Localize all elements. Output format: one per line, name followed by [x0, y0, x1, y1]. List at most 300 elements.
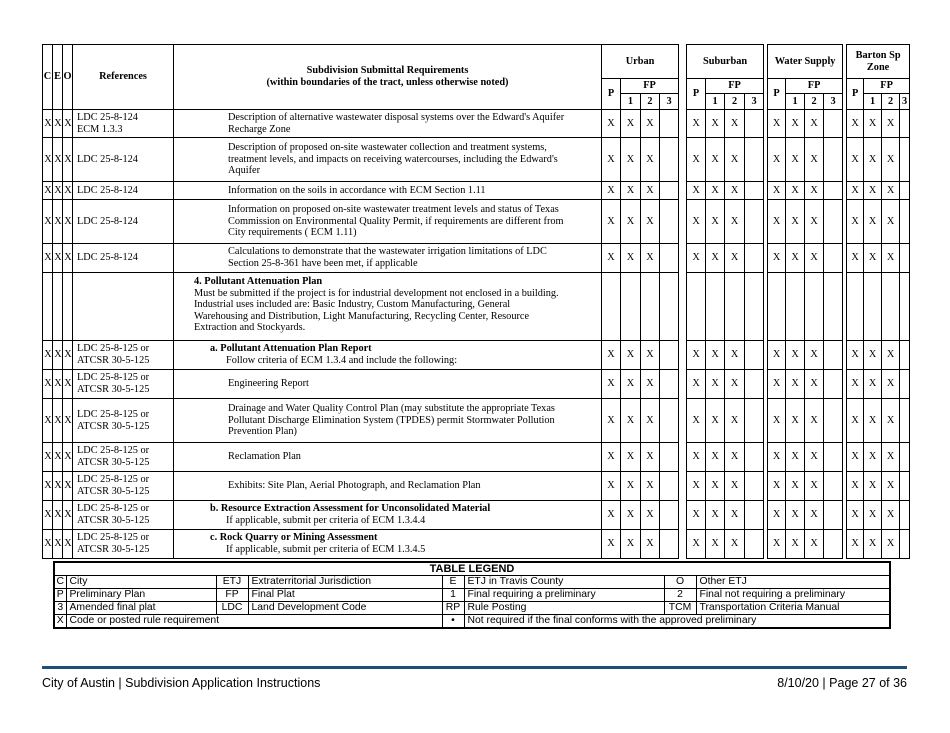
- requirements-header-subtitle: (within boundaries of the tract, unless otherwise noted): [266, 77, 509, 88]
- urban-fp2-mark: X: [641, 182, 660, 200]
- col-e-mark: X: [53, 501, 63, 530]
- water-fp3-mark: [824, 182, 843, 200]
- barton-fp3-mark: [900, 138, 910, 182]
- reference-cell: [73, 138, 174, 182]
- water-fp2-mark: X: [805, 341, 824, 370]
- barton-p-mark: X: [847, 472, 864, 501]
- requirement-heading: b. Resource Extraction Assessment for Unconsolidated Material: [210, 503, 491, 515]
- table-row: [43, 370, 910, 399]
- urban-p-mark: X: [602, 200, 621, 244]
- col-c-mark: X: [43, 370, 53, 399]
- legend-value: Amended final plat: [66, 602, 216, 615]
- reference-cell: [73, 200, 174, 244]
- barton-fp1-mark: X: [864, 530, 882, 559]
- reference-line: LDC 25-8-124: [77, 111, 138, 123]
- requirement-line: treatment levels, and impacts on receiving watercourses, including the Edward's: [228, 153, 558, 165]
- col-e-mark: [53, 273, 63, 341]
- submittal-requirements-table: [42, 44, 910, 559]
- reference-line: ATCSR 30-5-125: [77, 544, 150, 555]
- legend-value: Final Plat: [248, 589, 442, 602]
- requirement-body: [228, 403, 595, 438]
- suburban-fp2-mark: X: [725, 341, 745, 370]
- barton-p-mark: X: [847, 443, 864, 472]
- urban-fp3-mark: [660, 370, 679, 399]
- reference-line: LDC 25-8-125 or: [77, 445, 150, 457]
- table-row: [43, 501, 910, 530]
- suburban-fp3-mark: [745, 273, 764, 341]
- legend-body: [54, 562, 890, 628]
- water-fp-1: 1: [786, 94, 805, 110]
- suburban-p-mark: X: [687, 341, 706, 370]
- requirements-header-title: Subdivision Submittal Requirements: [306, 65, 469, 77]
- urban-p-mark: X: [602, 182, 621, 200]
- requirement-body: [228, 185, 595, 197]
- requirement-line: Prevention Plan): [228, 426, 297, 438]
- requirement-heading: a. Pollutant Attenuation Plan Report: [210, 343, 372, 355]
- requirement-cell: [174, 530, 602, 559]
- barton-p-mark: X: [847, 501, 864, 530]
- requirement-body: [228, 112, 595, 135]
- suburban-p-mark: X: [687, 110, 706, 138]
- urban-fp2-mark: X: [641, 370, 660, 399]
- suburban-p-mark: X: [687, 501, 706, 530]
- suburban-fp3-mark: [745, 472, 764, 501]
- col-e-mark: X: [53, 138, 63, 182]
- urban-fp3-mark: [660, 182, 679, 200]
- suburban-p-mark: X: [687, 370, 706, 399]
- urban-p-mark: X: [602, 530, 621, 559]
- suburban-fp3-mark: [745, 110, 764, 138]
- barton-p-mark: X: [847, 244, 864, 273]
- table-row: [43, 138, 910, 182]
- water-fp2-mark: X: [805, 182, 824, 200]
- col-o-mark: X: [63, 138, 73, 182]
- reference-cell: [73, 472, 174, 501]
- reference-line: LDC 25-8-124: [77, 252, 138, 264]
- water-p-mark: X: [768, 110, 786, 138]
- suburban-fp3-mark: [745, 443, 764, 472]
- water-fp2-mark: X: [805, 530, 824, 559]
- urban-fp1-mark: X: [621, 138, 641, 182]
- requirement-line: Must be submitted if the project is for industrial development not enclosed in a building.: [194, 287, 559, 299]
- water-fp2-mark: X: [805, 501, 824, 530]
- suburban-fp2-mark: X: [725, 399, 745, 443]
- barton-fp2-mark: X: [882, 138, 900, 182]
- barton-fp1-mark: X: [864, 370, 882, 399]
- barton-fp1-mark: X: [864, 138, 882, 182]
- barton-fp2-mark: X: [882, 110, 900, 138]
- barton-fp3-mark: [900, 399, 910, 443]
- reference-line: LDC 25-8-124: [77, 153, 138, 165]
- legend-value: Not required if the final conforms with the approved preliminary: [464, 615, 890, 629]
- col-o-mark: X: [63, 182, 73, 200]
- urban-fp2-mark: X: [641, 341, 660, 370]
- barton-fp3-mark: [900, 443, 910, 472]
- suburban-fp2-mark: [725, 273, 745, 341]
- col-e-mark: X: [53, 370, 63, 399]
- suburban-fp1-mark: X: [706, 110, 725, 138]
- water-fp2-mark: X: [805, 443, 824, 472]
- reference-cell: [73, 399, 174, 443]
- water-fp1-mark: X: [786, 530, 805, 559]
- urban-p-mark: X: [602, 501, 621, 530]
- suburban-p-mark: X: [687, 443, 706, 472]
- col-o-mark: X: [63, 200, 73, 244]
- legend-value: Transportation Criteria Manual: [696, 602, 890, 615]
- suburban-fp3-mark: [745, 138, 764, 182]
- water-fp2-mark: X: [805, 370, 824, 399]
- legend-value: Other ETJ: [696, 576, 890, 589]
- barton-fp1-mark: X: [864, 341, 882, 370]
- col-o-header: O: [63, 45, 73, 110]
- col-o-mark: X: [63, 501, 73, 530]
- water-fp1-mark: [786, 273, 805, 341]
- water-p-mark: X: [768, 370, 786, 399]
- requirement-line: Exhibits: Site Plan, Aerial Photograph, and Reclamation Plan: [228, 480, 481, 492]
- barton-p-mark: X: [847, 399, 864, 443]
- reference-line: LDC 25-8-125 or: [77, 532, 150, 544]
- water-p-mark: X: [768, 472, 786, 501]
- urban-p-mark: X: [602, 472, 621, 501]
- suburban-fp1-mark: X: [706, 399, 725, 443]
- barton-fp2-mark: X: [882, 182, 900, 200]
- urban-p-mark: X: [602, 110, 621, 138]
- column-gap: [679, 370, 687, 399]
- water-fp2-mark: X: [805, 200, 824, 244]
- requirement-cell: [174, 370, 602, 399]
- urban-fp2-mark: X: [641, 443, 660, 472]
- requirement-line: Warehousing and Distribution, Light Manufacturing, Recycling Center, Resource: [194, 310, 530, 322]
- urban-fp-header: FP: [621, 79, 679, 94]
- column-gap: [679, 501, 687, 530]
- urban-fp1-mark: X: [621, 244, 641, 273]
- urban-fp2-mark: X: [641, 501, 660, 530]
- barton-fp2-mark: X: [882, 244, 900, 273]
- urban-fp1-mark: X: [621, 530, 641, 559]
- legend-key: FP: [216, 589, 248, 602]
- requirement-line: City requirements ( ECM 1.11): [228, 227, 357, 239]
- col-c-mark: X: [43, 341, 53, 370]
- column-gap: [679, 182, 687, 200]
- legend-value: Code or posted rule requirement: [66, 615, 442, 629]
- requirement-line: Drainage and Water Quality Control Plan (may substitute the appropriate Texas: [228, 403, 555, 415]
- legend-key: RP: [442, 602, 464, 615]
- urban-fp1-mark: X: [621, 182, 641, 200]
- col-c-mark: X: [43, 244, 53, 273]
- col-e-mark: X: [53, 182, 63, 200]
- barton-p-mark: X: [847, 370, 864, 399]
- col-e-mark: X: [53, 530, 63, 559]
- column-gap: [679, 138, 687, 182]
- legend-value: ETJ in Travis County: [464, 576, 664, 589]
- barton-fp1-mark: X: [864, 472, 882, 501]
- reference-line: LDC 25-8-125 or: [77, 408, 150, 420]
- requirement-body: [228, 378, 595, 390]
- reference-cell: [73, 110, 174, 138]
- barton-p-mark: X: [847, 138, 864, 182]
- requirement-body: [194, 288, 595, 334]
- requirement-line: Follow criteria of ECM 1.3.4 and include the following:: [226, 355, 458, 366]
- urban-fp-2: 2: [641, 94, 660, 110]
- suburban-p-mark: X: [687, 182, 706, 200]
- suburban-fp2-mark: X: [725, 110, 745, 138]
- urban-p-mark: X: [602, 138, 621, 182]
- reference-cell: [73, 244, 174, 273]
- suburban-fp1-mark: X: [706, 472, 725, 501]
- water-fp3-mark: [824, 244, 843, 273]
- column-gap: [679, 472, 687, 501]
- barton-fp1-mark: X: [864, 244, 882, 273]
- urban-fp2-mark: X: [641, 138, 660, 182]
- barton-fp2-mark: X: [882, 341, 900, 370]
- requirement-body: [210, 355, 595, 367]
- col-e-mark: X: [53, 472, 63, 501]
- legend-value: Land Development Code: [248, 602, 442, 615]
- urban-fp3-mark: [660, 110, 679, 138]
- urban-fp1-mark: X: [621, 501, 641, 530]
- column-gap: [679, 244, 687, 273]
- urban-fp3-mark: [660, 472, 679, 501]
- suburban-header: Suburban: [687, 45, 764, 79]
- urban-header: Urban: [602, 45, 679, 79]
- table-legend: [53, 561, 891, 629]
- urban-fp3-mark: [660, 501, 679, 530]
- barton-fp2-mark: X: [882, 443, 900, 472]
- reference-line: ATCSR 30-5-125: [77, 355, 150, 366]
- water-p-mark: X: [768, 399, 786, 443]
- suburban-fp-3: 3: [745, 94, 764, 110]
- reference-line: LDC 25-8-125 or: [77, 372, 150, 384]
- requirement-cell: [174, 244, 602, 273]
- suburban-fp2-mark: X: [725, 501, 745, 530]
- water-p-mark: X: [768, 530, 786, 559]
- water-fp2-mark: [805, 273, 824, 341]
- barton-fp1-mark: X: [864, 200, 882, 244]
- col-c-mark: X: [43, 530, 53, 559]
- water-fp3-mark: [824, 273, 843, 341]
- suburban-fp1-mark: X: [706, 370, 725, 399]
- col-c-mark: X: [43, 138, 53, 182]
- water-fp2-mark: X: [805, 399, 824, 443]
- water-fp2-mark: X: [805, 138, 824, 182]
- water-p-mark: X: [768, 182, 786, 200]
- urban-fp3-mark: [660, 138, 679, 182]
- legend-key: X: [54, 615, 66, 629]
- water-fp3-mark: [824, 341, 843, 370]
- reference-line: ATCSR 30-5-125: [77, 486, 150, 497]
- urban-fp1-mark: X: [621, 341, 641, 370]
- table-row: [43, 244, 910, 273]
- water-fp3-mark: [824, 399, 843, 443]
- suburban-fp3-mark: [745, 341, 764, 370]
- suburban-fp2-mark: X: [725, 200, 745, 244]
- legend-row: [54, 576, 890, 589]
- requirement-line: Aquifer: [228, 165, 261, 177]
- suburban-fp3-mark: [745, 370, 764, 399]
- legend-key: 1: [442, 589, 464, 602]
- water-p-mark: [768, 273, 786, 341]
- reference-line: LDC 25-8-125 or: [77, 503, 150, 515]
- requirement-line: If applicable, submit per criteria of ECM 1.3.4.4: [226, 515, 426, 526]
- suburban-fp2-mark: X: [725, 472, 745, 501]
- urban-p-mark: X: [602, 399, 621, 443]
- suburban-fp2-mark: X: [725, 370, 745, 399]
- col-o-mark: X: [63, 341, 73, 370]
- barton-fp-1: 1: [864, 94, 882, 110]
- barton-fp1-mark: X: [864, 443, 882, 472]
- requirement-cell: [174, 341, 602, 370]
- table-row: [43, 443, 910, 472]
- table-row: [43, 200, 910, 244]
- col-o-mark: X: [63, 370, 73, 399]
- legend-value: Final requiring a preliminary: [464, 589, 664, 602]
- requirement-body: [228, 451, 595, 463]
- reference-line: ATCSR 30-5-125: [77, 515, 150, 526]
- col-e-mark: X: [53, 200, 63, 244]
- urban-fp3-mark: [660, 244, 679, 273]
- urban-fp1-mark: X: [621, 370, 641, 399]
- col-c-header: C: [43, 45, 53, 110]
- suburban-p-header: P: [687, 79, 706, 110]
- barton-fp2-mark: X: [882, 370, 900, 399]
- suburban-fp-2: 2: [725, 94, 745, 110]
- urban-fp1-mark: X: [621, 110, 641, 138]
- water-p-mark: X: [768, 138, 786, 182]
- urban-fp1-mark: [621, 273, 641, 341]
- col-o-mark: X: [63, 472, 73, 501]
- table-row: [43, 341, 910, 370]
- legend-value: Extraterritorial Jurisdiction: [248, 576, 442, 589]
- reference-line: ATCSR 30-5-125: [77, 457, 150, 468]
- suburban-fp1-mark: X: [706, 530, 725, 559]
- barton-p-mark: X: [847, 182, 864, 200]
- water-fp3-mark: [824, 138, 843, 182]
- legend-title: TABLE LEGEND: [54, 562, 890, 576]
- urban-fp2-mark: X: [641, 530, 660, 559]
- barton-fp2-mark: X: [882, 472, 900, 501]
- water-fp3-mark: [824, 110, 843, 138]
- barton-fp3-mark: [900, 472, 910, 501]
- urban-fp3-mark: [660, 200, 679, 244]
- suburban-fp1-mark: X: [706, 443, 725, 472]
- requirements-header: [174, 45, 602, 110]
- barton-fp3-mark: [900, 370, 910, 399]
- barton-fp1-mark: [864, 273, 882, 341]
- table-row: [43, 472, 910, 501]
- column-gap: [679, 110, 687, 138]
- requirement-line: Industrial uses included are: Basic Industry, Custom Manufacturing, General: [194, 299, 511, 311]
- water-fp3-mark: [824, 200, 843, 244]
- water-fp1-mark: X: [786, 182, 805, 200]
- suburban-fp3-mark: [745, 200, 764, 244]
- water-fp1-mark: X: [786, 501, 805, 530]
- column-gap: [679, 45, 687, 110]
- water-fp1-mark: X: [786, 244, 805, 273]
- col-c-mark: X: [43, 443, 53, 472]
- requirement-body: [228, 142, 595, 177]
- requirement-line: Description of alternative wastewater disposal systems over the Edward's Aquifer: [228, 111, 565, 123]
- col-c-mark: X: [43, 501, 53, 530]
- requirement-line: Engineering Report: [228, 378, 309, 390]
- urban-fp1-mark: X: [621, 200, 641, 244]
- requirement-body: [228, 204, 595, 239]
- suburban-fp2-mark: X: [725, 138, 745, 182]
- col-o-mark: [63, 273, 73, 341]
- reference-cell: [73, 341, 174, 370]
- urban-fp3-mark: [660, 273, 679, 341]
- col-o-mark: X: [63, 530, 73, 559]
- water-supply-header: Water Supply: [768, 45, 843, 79]
- urban-fp3-mark: [660, 399, 679, 443]
- table-body: [43, 110, 910, 559]
- footer-rule: [42, 666, 907, 669]
- urban-fp1-mark: X: [621, 399, 641, 443]
- reference-cell: [73, 273, 174, 341]
- legend-key: C: [54, 576, 66, 589]
- table-row: [43, 110, 910, 138]
- suburban-fp1-mark: X: [706, 341, 725, 370]
- requirement-heading: c. Rock Quarry or Mining Assessment: [210, 532, 378, 544]
- suburban-fp1-mark: X: [706, 138, 725, 182]
- water-fp-3: 3: [824, 94, 843, 110]
- barton-fp-header: FP: [864, 79, 910, 94]
- requirement-line: Reclamation Plan: [228, 451, 301, 463]
- urban-fp-3: 3: [660, 94, 679, 110]
- reference-cell: [73, 370, 174, 399]
- requirement-line: Recharge Zone: [228, 123, 291, 135]
- water-fp3-mark: [824, 530, 843, 559]
- column-gap: [679, 341, 687, 370]
- column-gap: [679, 530, 687, 559]
- requirement-cell: [174, 138, 602, 182]
- legend-key: P: [54, 589, 66, 602]
- col-c-mark: X: [43, 472, 53, 501]
- reference-cell: [73, 443, 174, 472]
- barton-fp3-mark: [900, 110, 910, 138]
- suburban-p-mark: [687, 273, 706, 341]
- barton-fp2-mark: X: [882, 200, 900, 244]
- suburban-fp1-mark: X: [706, 501, 725, 530]
- urban-fp1-mark: X: [621, 472, 641, 501]
- column-gap: [679, 200, 687, 244]
- barton-header: Barton Sp Zone: [847, 45, 910, 79]
- requirement-cell: [174, 273, 602, 341]
- legend-value: Rule Posting: [464, 602, 664, 615]
- barton-fp2-mark: X: [882, 399, 900, 443]
- urban-p-mark: X: [602, 370, 621, 399]
- barton-p-mark: X: [847, 341, 864, 370]
- barton-fp2-mark: X: [882, 530, 900, 559]
- requirement-cell: [174, 501, 602, 530]
- col-e-header: E: [53, 45, 63, 110]
- requirement-line: Information on the soils in accordance with ECM Section 1.11: [228, 184, 486, 196]
- requirement-line: Calculations to demonstrate that the wastewater irrigation limitations of LDC: [228, 246, 547, 258]
- col-c-mark: X: [43, 110, 53, 138]
- barton-fp3-mark: [900, 182, 910, 200]
- suburban-p-mark: X: [687, 530, 706, 559]
- water-p-mark: X: [768, 443, 786, 472]
- urban-fp3-mark: [660, 443, 679, 472]
- requirement-cell: [174, 399, 602, 443]
- requirement-cell: [174, 182, 602, 200]
- requirement-line: Information on proposed on-site wastewater treatment levels and status of Texas: [228, 204, 559, 216]
- reference-line: ATCSR 30-5-125: [77, 384, 150, 395]
- col-e-mark: X: [53, 244, 63, 273]
- barton-fp1-mark: X: [864, 182, 882, 200]
- suburban-fp2-mark: X: [725, 443, 745, 472]
- requirement-line: Extraction and Stockyards.: [194, 322, 306, 334]
- table-row: [43, 273, 910, 341]
